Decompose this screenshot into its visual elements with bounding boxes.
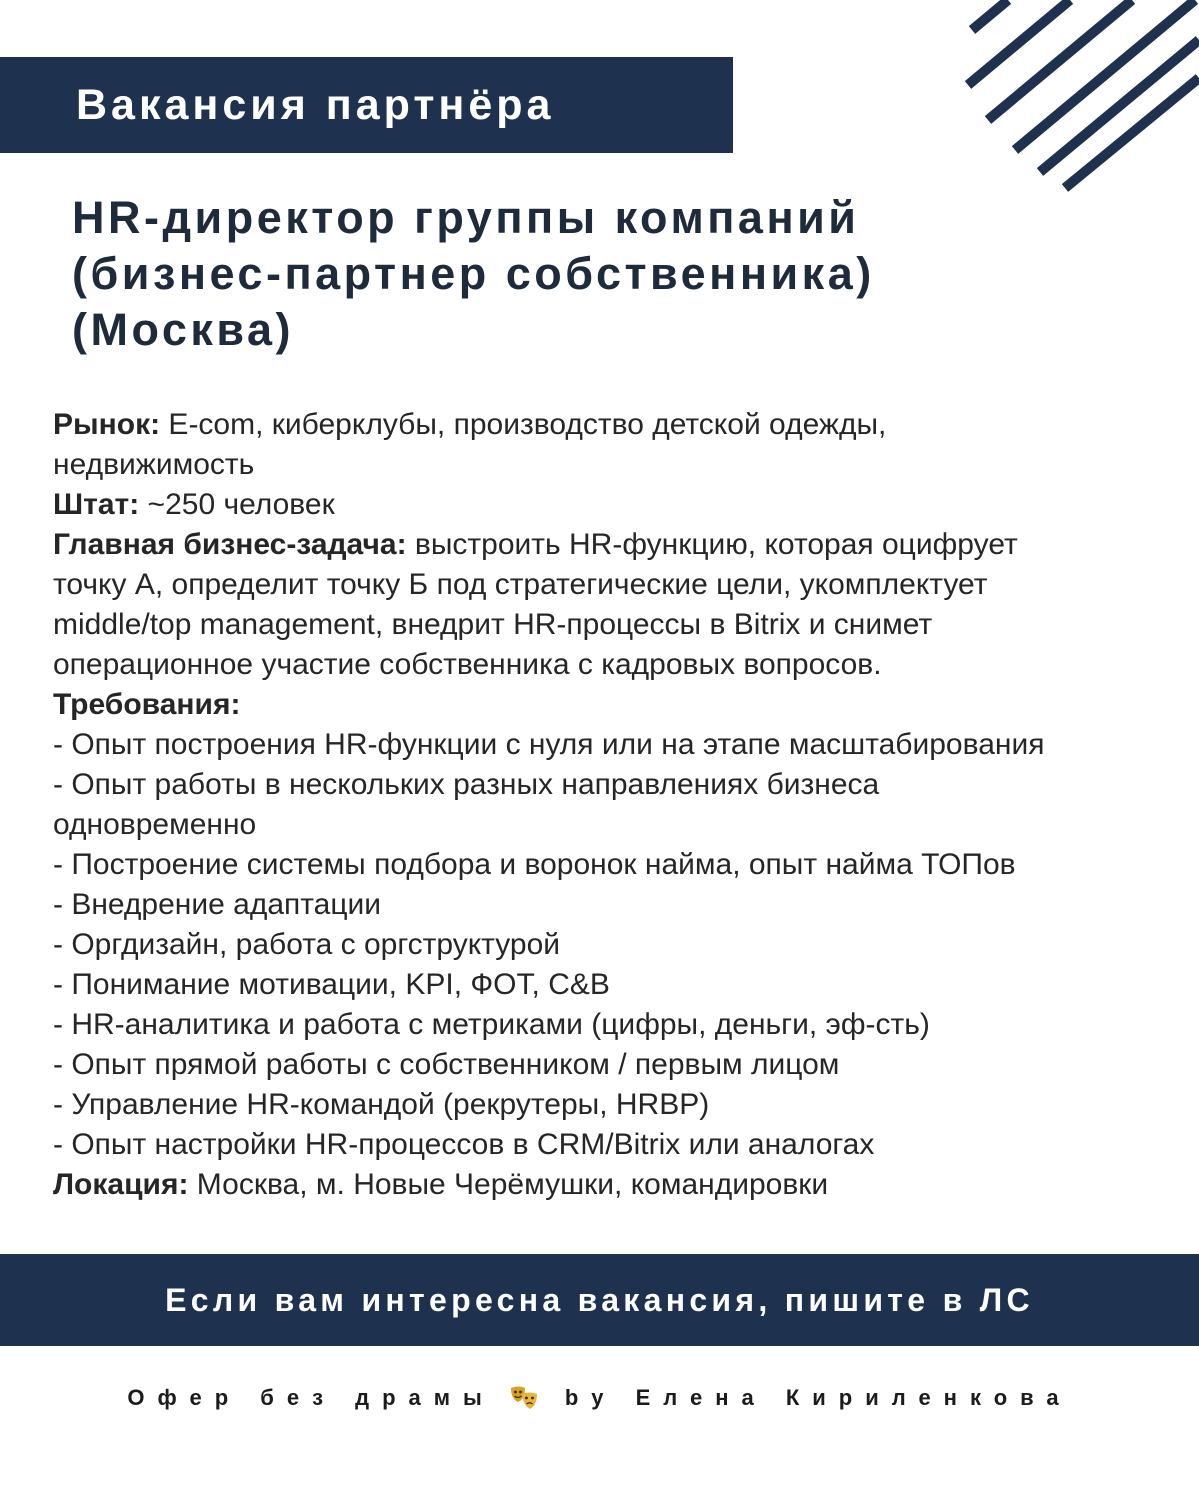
requirement-item: - Понимание мотивации, KPI, ФОТ, C&B bbox=[53, 968, 610, 1001]
task-line-cont: операционное участие собственника с кадровых вопросов. bbox=[53, 648, 882, 681]
task-label: Главная бизнес-задача: bbox=[53, 528, 407, 561]
job-title bbox=[72, 190, 1072, 358]
location-value: Москва, м. Новые Черёмушки, командировки bbox=[188, 1168, 829, 1201]
requirements-heading bbox=[53, 685, 1173, 725]
footer-brand: Офер без драмы bbox=[127, 1385, 495, 1410]
requirement-item: - Построение системы подбора и воронок найма, опыт найма ТОПов bbox=[53, 848, 1016, 881]
cta-banner bbox=[0, 1254, 1199, 1346]
requirement-item: - Опыт прямой работы с собственником / первым лицом bbox=[53, 1048, 840, 1081]
requirement-item: одновременно bbox=[53, 808, 257, 841]
requirement-item: - Внедрение адаптации bbox=[53, 888, 382, 921]
job-title-line-2: (бизнес-партнер собственника) bbox=[72, 248, 875, 299]
task-line-cont: точку А, определит точку Б под стратегические цели, укомплектует bbox=[53, 568, 988, 601]
requirements-label: Требования: bbox=[53, 688, 241, 721]
staff-label: Штат: bbox=[53, 488, 140, 521]
task-line bbox=[53, 525, 1173, 565]
header-label: Вакансия партнёра bbox=[76, 80, 555, 129]
task-line-cont: middle/top management, внедрит HR-процессы в Bitrix и снимет bbox=[53, 608, 933, 641]
footer-author: by Елена Кириленкова bbox=[564, 1385, 1072, 1410]
market-label: Рынок: bbox=[53, 408, 161, 441]
requirement-item: - HR-аналитика и работа с метриками (цифры, деньги, эф-сть) bbox=[53, 1008, 930, 1041]
location-line bbox=[53, 1165, 1173, 1205]
job-title-line-3: (Москва) bbox=[72, 304, 294, 355]
market-line-cont: недвижимость bbox=[53, 448, 255, 481]
header-banner bbox=[0, 57, 733, 153]
requirement-item: - Оргдизайн, работа с оргструктурой bbox=[53, 928, 561, 961]
staff-line bbox=[53, 485, 1173, 525]
job-title-line-1: HR-директор группы компаний bbox=[72, 192, 860, 243]
requirement-item: - Опыт работы в нескольких разных направлениях бизнеса bbox=[53, 768, 880, 801]
cta-label: Если вам интересна вакансия, пишите в ЛС bbox=[165, 1281, 1034, 1318]
market-line bbox=[53, 405, 1173, 445]
staff-value: ~250 человек bbox=[139, 488, 335, 521]
location-label: Локация: bbox=[53, 1168, 189, 1201]
task-value: выстроить HR-функцию, которая оцифрует bbox=[406, 528, 1018, 561]
market-value: E-com, киберклубы, производство детской одежды, bbox=[160, 408, 887, 441]
footer-signature bbox=[0, 1376, 1199, 1420]
vacancy-details bbox=[53, 405, 1173, 1205]
diagonal-stripes-decoration bbox=[960, 0, 1199, 200]
requirement-item: - Опыт настройки HR-процессов в CRM/Bitrix или аналогах bbox=[53, 1128, 875, 1161]
requirement-item: - Управление HR-командой (рекрутеры, HRBP) bbox=[53, 1088, 710, 1121]
requirement-item: - Опыт построения HR-функции с нуля или на этапе масштабирования bbox=[53, 728, 1045, 761]
theater-masks-icon bbox=[509, 1385, 539, 1411]
